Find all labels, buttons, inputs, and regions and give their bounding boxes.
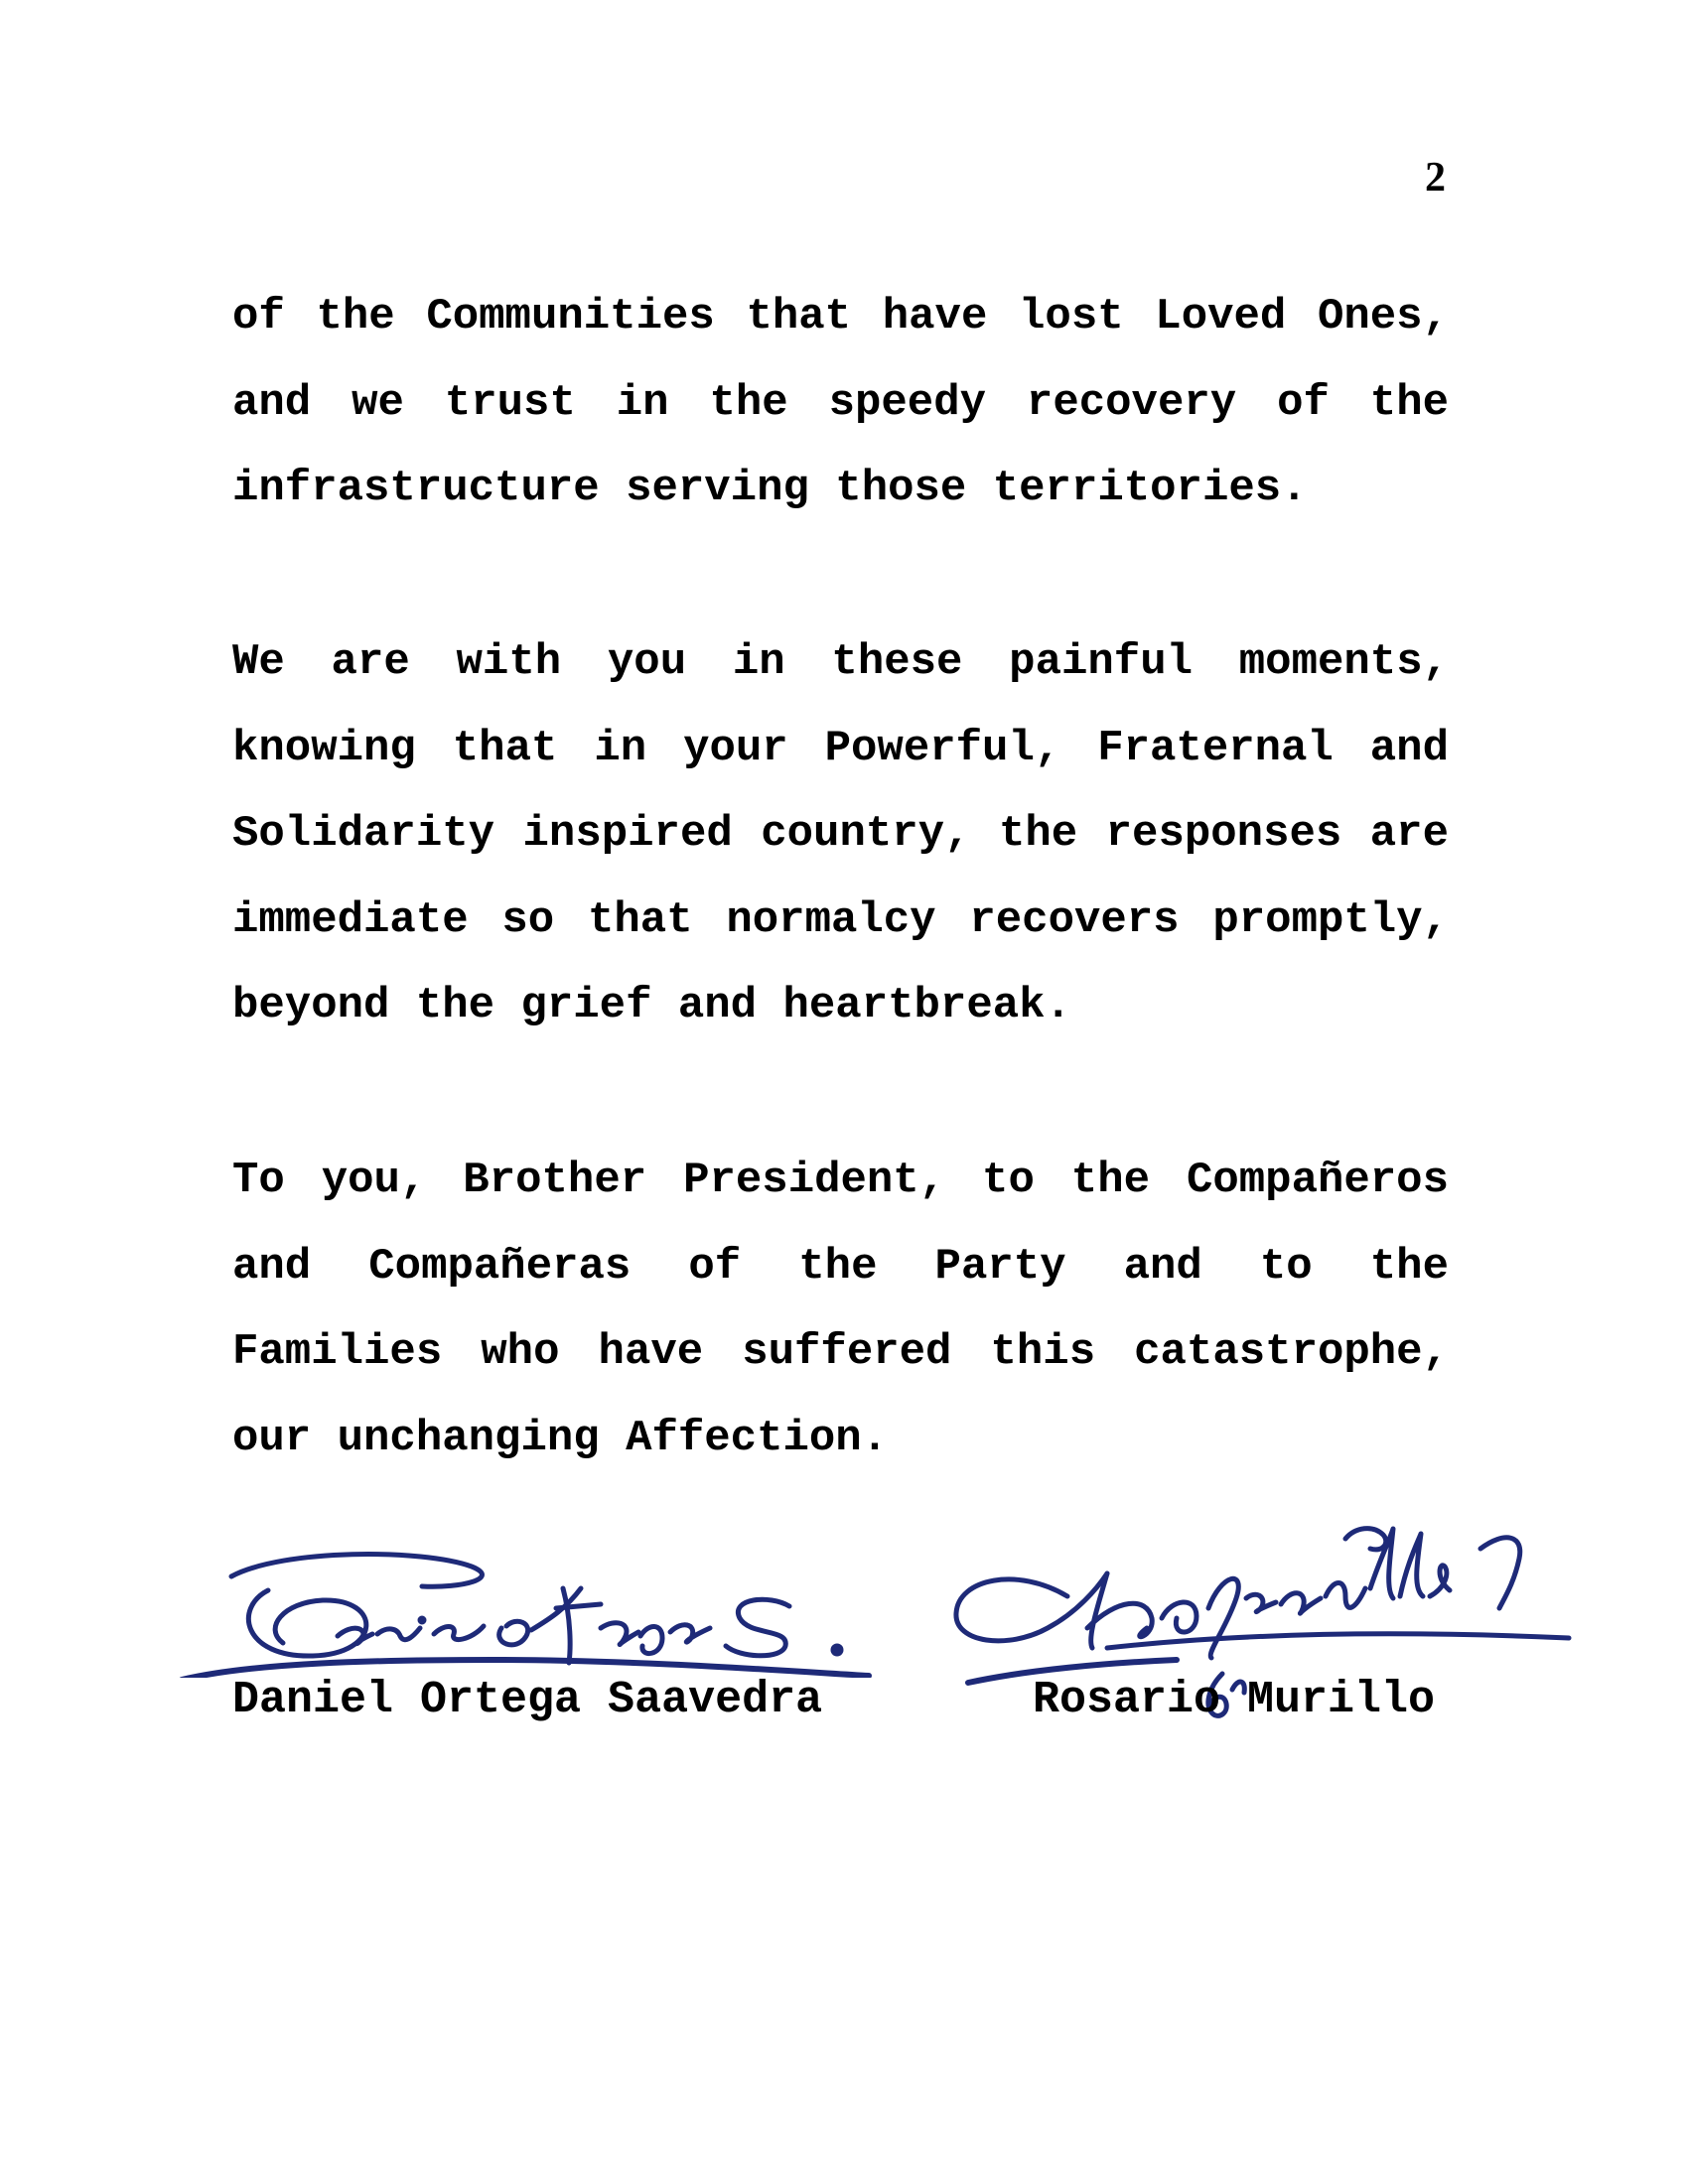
page-number: 2	[1425, 155, 1446, 201]
paragraph-affection: To you, Brother President, to the Compañeros and Compañeras of the Party and to the Families who have suffered this catastrophe, our unchanging Affection.	[232, 1156, 1449, 1463]
paragraph-solidarity: We are with you in these painful moments, knowing that in your Powerful, Fraternal and Solidarity inspired country, the responses are immediate so that normalcy recovers promptly, beyond the grief and heartbreak.	[232, 637, 1449, 1030]
paragraph-condolences: of the Communities that have lost Loved Ones, and we trust in the speedy recovery of the infrastructure serving those territories.	[232, 292, 1449, 513]
signature-daniel-ortega	[174, 1529, 889, 1678]
signatory-name-rosario-murillo: Rosario Murillo	[1033, 1675, 1436, 1725]
signatory-name-daniel-ortega: Daniel Ortega Saavedra	[232, 1675, 823, 1725]
